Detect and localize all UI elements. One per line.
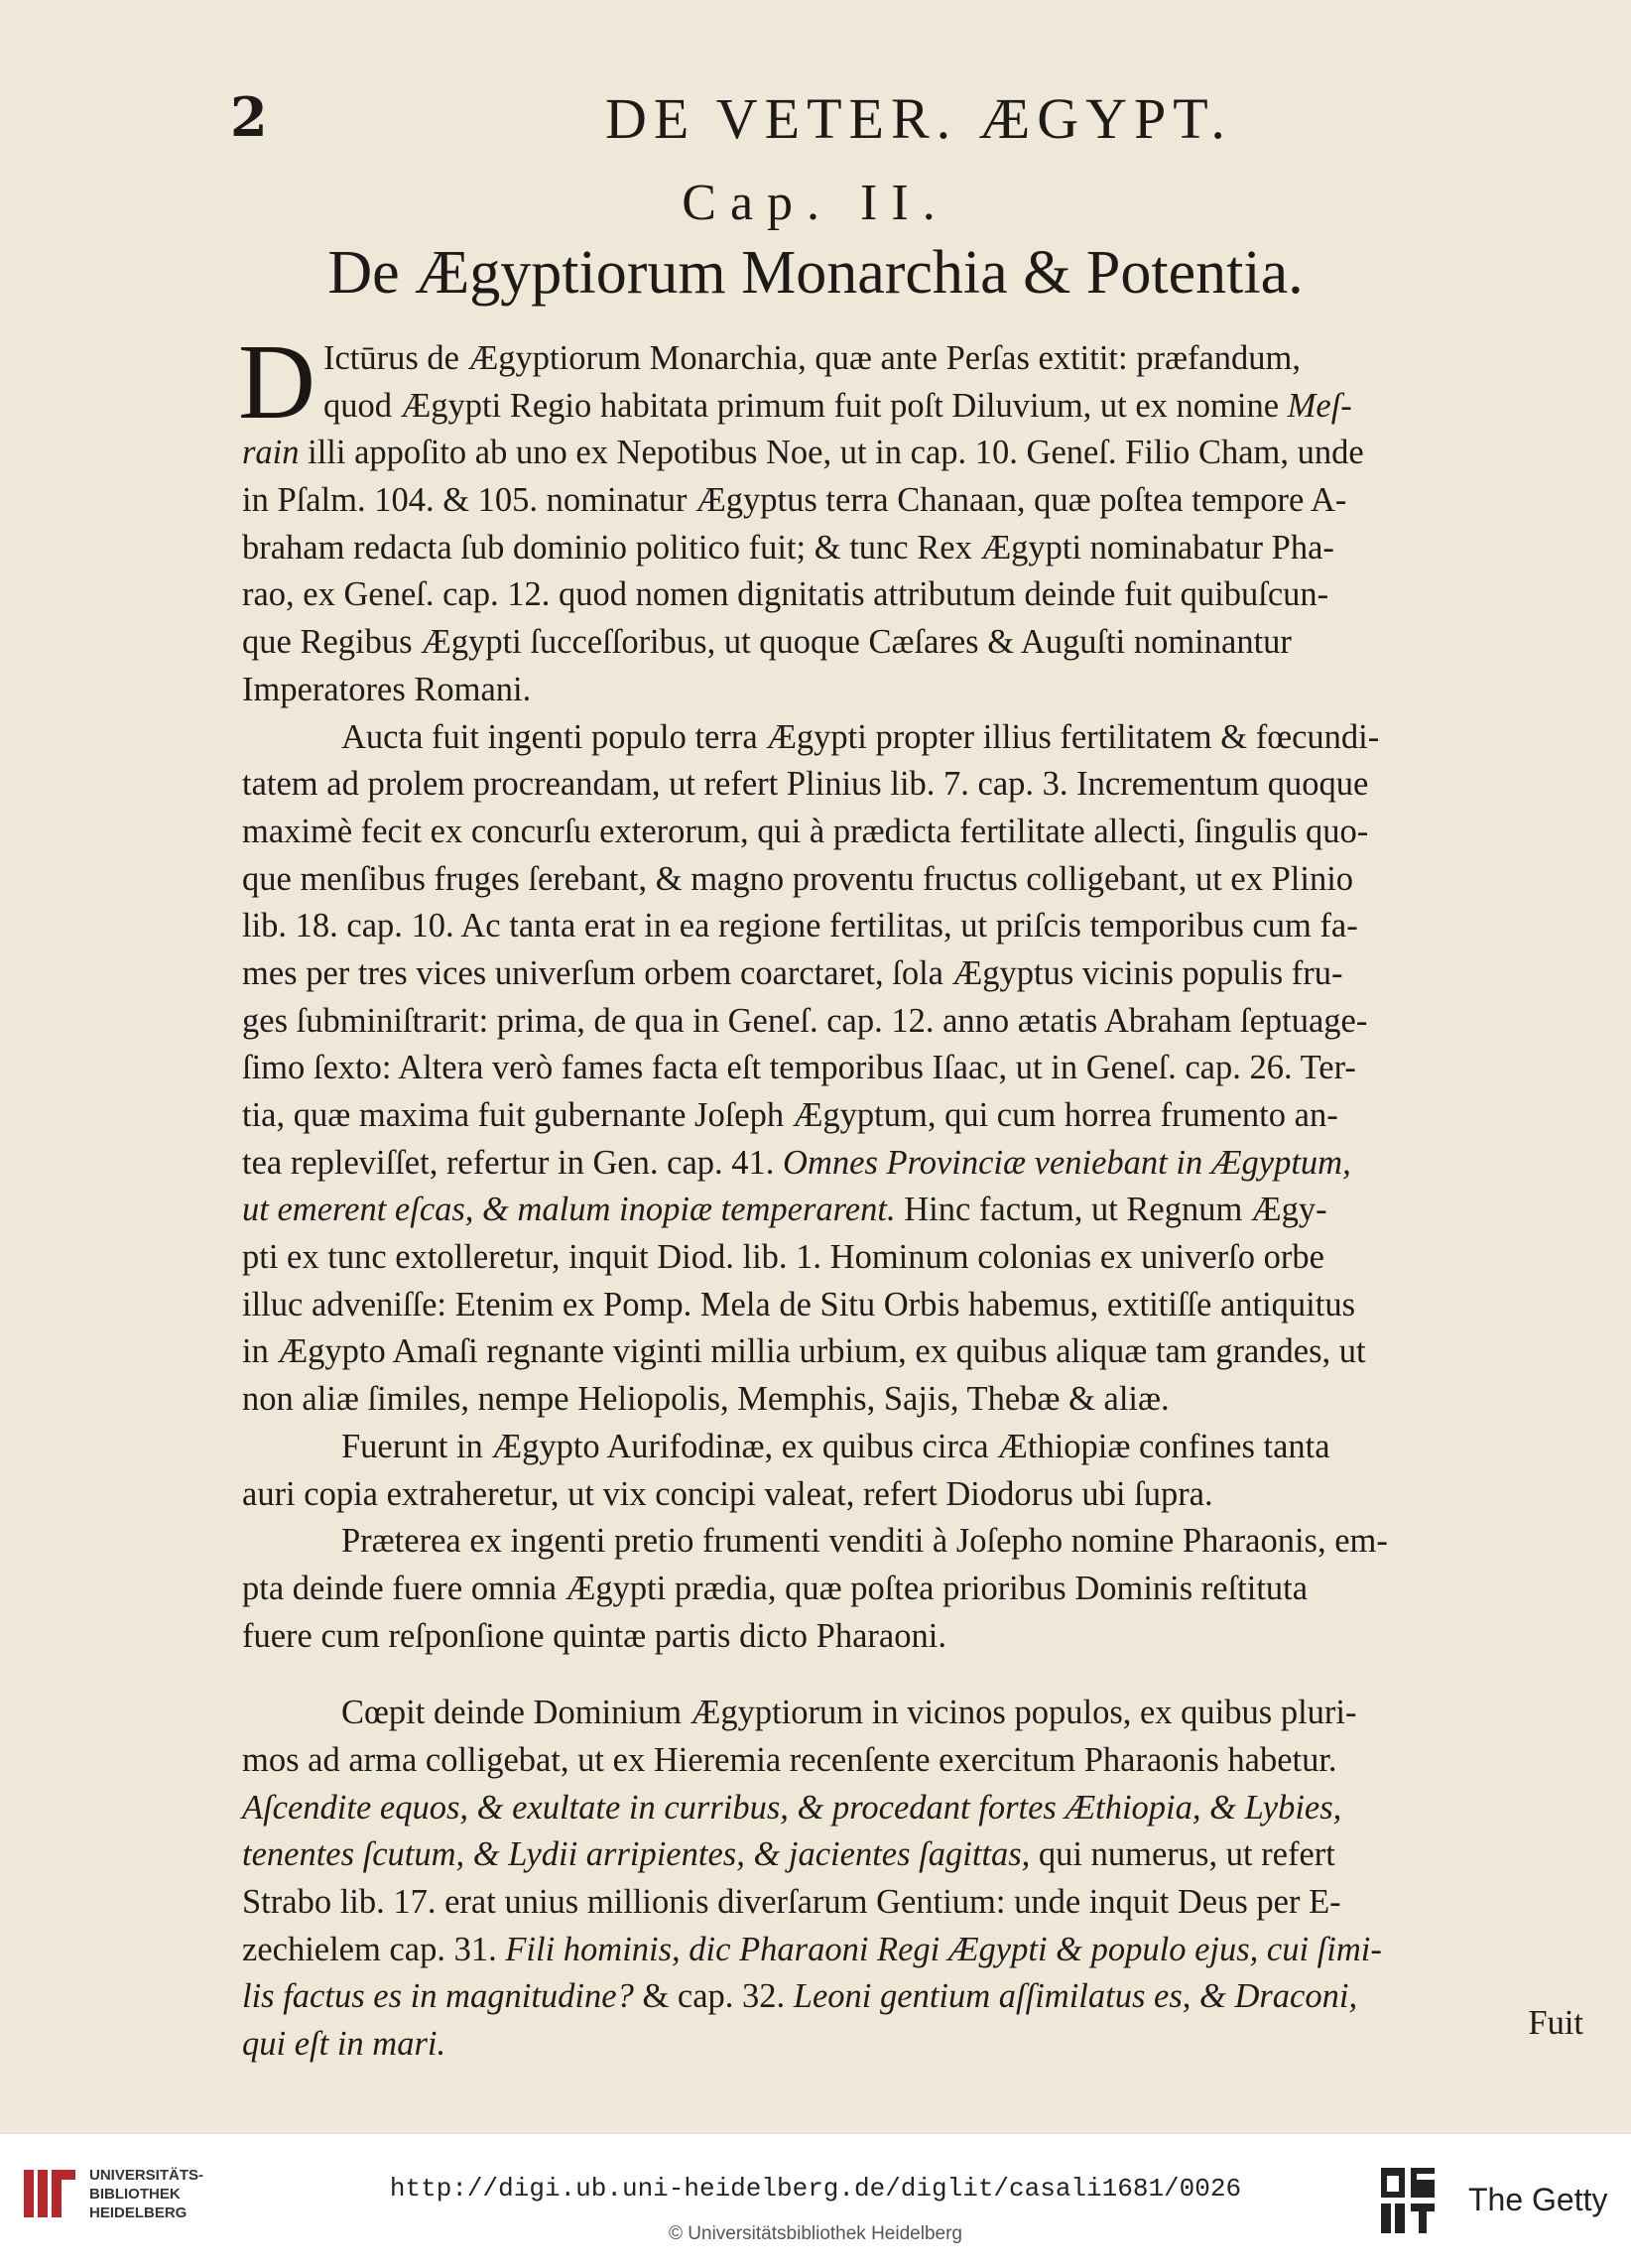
text-line: rao, ex Geneſ. cap. 12. quod nomen dignitatis attributum deinde fuit quibuſcun- xyxy=(242,575,1329,614)
text-line: maximè fecit ex concurſu exterorum, qui à prædicta fertilitate allecti, ſingulis quo- xyxy=(242,812,1369,850)
italic-text: Meſ- xyxy=(1287,386,1352,425)
text-line xyxy=(242,1927,1581,1974)
text-line: pti ex tunc extolleretur, inquit Diod. lib. 1. Hominum colonias ex univerſo orbe xyxy=(242,1238,1324,1277)
text-line: fuere cum reſponſione quintæ partis dicto Pharaoni. xyxy=(242,1616,946,1655)
italic-text: rain xyxy=(242,434,300,472)
text-line: pta deinde fuere omnia Ægypti prædia, quæ poſtea prioribus Dominis reſtituta xyxy=(242,1569,1309,1607)
text-line xyxy=(242,430,1581,477)
text-line: in Ægypto Amaſi regnante viginti millia urbium, ex quibus aliquæ tam grandes, ut xyxy=(242,1332,1366,1371)
text-segment: quod Ægypti Regio habitata primum fuit poſt Diluvium, ut ex nomine xyxy=(323,386,1288,425)
italic-text: tenentes ſcutum, & Lydii arripientes, & jacientes ſagittas, xyxy=(242,1835,1031,1874)
italic-text: Omnes Provinciæ veniebant in Ægyptum, xyxy=(783,1143,1351,1182)
text-line: tia, quæ maxima fuit gubernante Joſeph Ægyptum, qui cum horrea frumento an- xyxy=(242,1096,1338,1134)
text-line: in Pſalm. 104. & 105. nominatur Ægyptus terra Chanaan, quæ poſtea tempore A- xyxy=(242,481,1347,520)
text-line: tatem ad prolem procreandam, ut refert Plinius lib. 7. cap. 3. Incrementum quoque xyxy=(242,765,1369,804)
italic-text: Fili hominis, dic Pharaoni Regi Ægypti & populo ejus, cui ſimi- xyxy=(505,1930,1382,1968)
url-link[interactable]: http://digi.ub.uni-heidelberg.de/diglit/casali1681/0026 xyxy=(389,2174,1242,2204)
text-line: ges ſubminiſtrarit: prima, de qua in Geneſ. cap. 12. anno ætatis Abraham ſeptuage- xyxy=(242,1001,1368,1040)
page-header xyxy=(0,77,1631,157)
running-head: DE VETER. ÆGYPT. xyxy=(605,86,1232,151)
text-line: que Regibus Ægypti ſucceſſoribus, ut quoque Cæſares & Auguſti nominantur xyxy=(242,623,1292,662)
text-line: Strabo lib. 17. erat unius millionis diverſarum Gentium: unde inquit Deus per E- xyxy=(242,1883,1341,1921)
text-segment: zechielem cap. 31. xyxy=(242,1930,506,1968)
text-line: ſimo ſexto: Altera verò fames facta eſt temporibus Iſaac, ut in Geneſ. cap. 26. Ter- xyxy=(242,1049,1356,1087)
library-name[interactable]: UNIVERSITÄTS- BIBLIOTHEK HEIDELBERG xyxy=(89,2167,204,2221)
drop-cap: D xyxy=(238,323,315,441)
text-line: mos ad arma colligebat, ut ex Hieremia recenſente exercitum Pharaonis habetur. xyxy=(242,1740,1337,1779)
italic-text: ut emerent eſcas, & malum inopiæ temperarent. xyxy=(242,1191,896,1229)
paragraph-gap xyxy=(242,1660,1581,1690)
body-text xyxy=(238,323,1581,2069)
text-line: lib. 18. cap. 10. Ac tanta erat in ea regione fertilitas, ut priſcis temporibus cum fa- xyxy=(242,907,1358,945)
text-line: Fuerunt in Ægypto Aurifodinæ, ex quibus circa Æthiopiæ confines tanta xyxy=(341,1427,1330,1465)
text-line: Aucta fuit ingenti populo terra Ægypti propter illius fertilitatem & fœcundi- xyxy=(341,717,1380,756)
paragraph xyxy=(238,323,1581,714)
text-line xyxy=(242,1785,1581,1832)
text-line: auri copia extraheretur, ut vix concipi valeat, refert Diodorus ubi ſupra. xyxy=(242,1474,1213,1513)
text-line: Cœpit deinde Dominium Ægyptiorum in vicinos populos, ex quibus pluri- xyxy=(341,1694,1357,1732)
text-line: mes per tres vices univerſum orbem coarctaret, ſola Ægyptus vicinis populis fru- xyxy=(242,953,1343,992)
text-line: que menſibus fruges ſerebant, & magno proventu fructus colligebant, ut ex Plinio xyxy=(242,859,1354,898)
footer xyxy=(0,2133,1631,2268)
getty-logo-icon[interactable] xyxy=(1379,2166,1439,2235)
text-line: Præterea ex ingenti pretio frumenti venditi à Joſepho nomine Pharaonis, em- xyxy=(341,1522,1388,1561)
chapter-label: Cap. II. xyxy=(682,175,949,231)
text-line xyxy=(242,1831,1581,1879)
text-line xyxy=(242,383,1581,431)
text-segment: illi appoſito ab uno ex Nepotibus Noe, ut in cap. 10. Geneſ. Filio Cham, unde xyxy=(308,434,1364,472)
page-number: 2 xyxy=(230,85,268,149)
italic-text: lis factus es in magnitudine? xyxy=(242,1977,634,2016)
text-line xyxy=(242,1140,1581,1188)
text-line xyxy=(242,1187,1581,1234)
text-segment: & cap. 32. xyxy=(633,1977,794,2016)
text-segment: tea repleviſſet, refertur in Gen. cap. 41. xyxy=(242,1143,784,1182)
text-line: illuc adveniſſe: Etenim ex Pomp. Mela de Situ Orbis habemus, extitiſſe antiquitus xyxy=(242,1285,1356,1323)
text-segment: qui numerus, ut refert xyxy=(1030,1835,1335,1874)
text-line: non aliæ ſimiles, nempe Heliopolis, Memphis, Sajis, Thebæ & aliæ. xyxy=(242,1380,1170,1419)
getty-label[interactable]: The Getty xyxy=(1468,2182,1608,2217)
chapter-title: De Ægyptiorum Monarchia & Potentia. xyxy=(327,239,1304,307)
catchword: Fuit xyxy=(1528,2004,1583,2042)
italic-text: qui eſt in mari. xyxy=(242,2025,446,2064)
italic-text: Aſcendite equos, & exultate in curribus, & procedant fortes Æthiopia, & Lybies, xyxy=(242,1788,1342,1827)
italic-text: Leoni gentium aſſimilatus es, & Draconi, xyxy=(793,1977,1358,2016)
text-line: braham redacta ſub dominio politico fuit; & tunc Rex Ægypti nominabatur Pha- xyxy=(242,528,1334,567)
copyright-text: © Universitätsbibliothek Heidelberg xyxy=(669,2223,962,2244)
text-line: Imperatores Romani. xyxy=(242,670,532,708)
text-line: Ictūrus de Ægyptiorum Monarchia, quæ ante Perſas extitit: præfandum, xyxy=(323,339,1301,377)
text-segment: Hinc factum, ut Regnum Ægy- xyxy=(895,1191,1327,1229)
